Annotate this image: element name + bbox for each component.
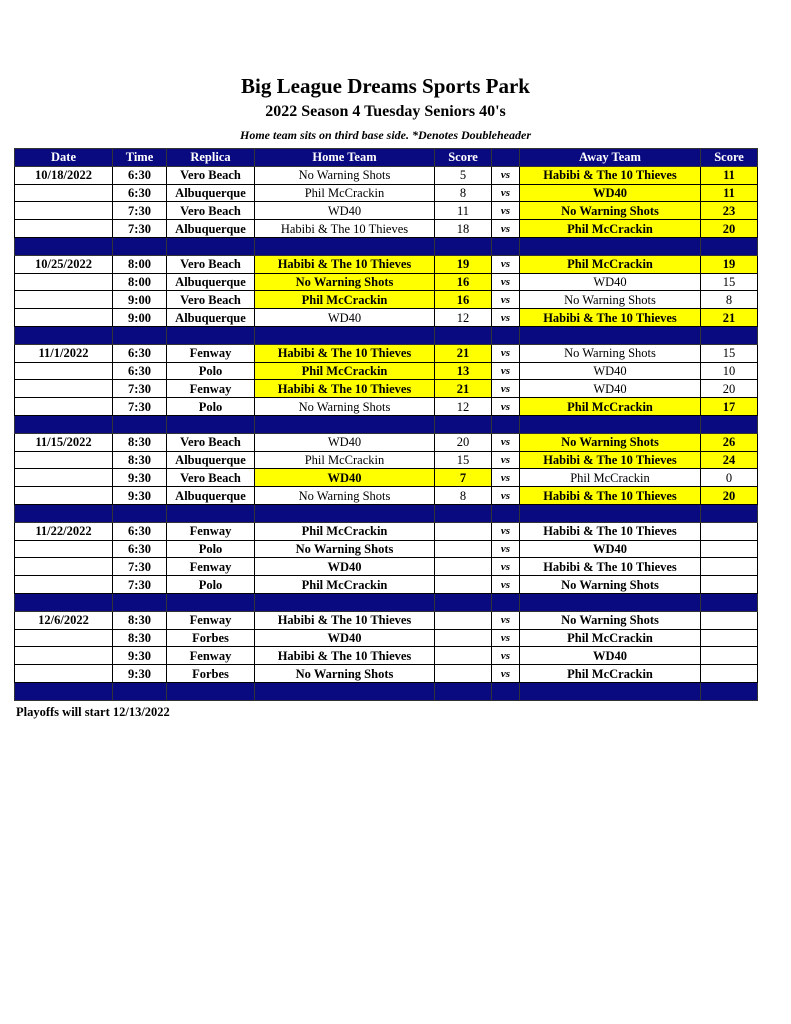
col-replica: Replica — [167, 149, 255, 167]
home-score: 21 — [435, 344, 492, 362]
separator-cell — [255, 326, 435, 344]
game-replica: Fenway — [167, 380, 255, 398]
week-separator — [15, 504, 758, 522]
home-score: 8 — [435, 184, 492, 202]
separator-cell — [435, 326, 492, 344]
game-replica: Polo — [167, 576, 255, 594]
away-team: Habibi & The 10 Thieves — [520, 558, 701, 576]
home-team: No Warning Shots — [255, 398, 435, 416]
col-vs — [492, 149, 520, 167]
game-time: 7:30 — [113, 220, 167, 238]
game-replica: Fenway — [167, 558, 255, 576]
vs-label: vs — [492, 291, 520, 309]
home-score — [435, 558, 492, 576]
separator-cell — [701, 326, 758, 344]
away-team: WD40 — [520, 647, 701, 665]
vs-label: vs — [492, 540, 520, 558]
home-team: No Warning Shots — [255, 487, 435, 505]
away-score — [701, 540, 758, 558]
home-team: Habibi & The 10 Thieves — [255, 255, 435, 273]
week-separator — [15, 237, 758, 255]
separator-cell — [435, 237, 492, 255]
game-time: 8:30 — [113, 611, 167, 629]
home-score — [435, 665, 492, 683]
game-replica: Albuquerque — [167, 487, 255, 505]
separator-cell — [520, 326, 701, 344]
home-team: Phil McCrackin — [255, 184, 435, 202]
game-time: 7:30 — [113, 558, 167, 576]
home-team: WD40 — [255, 433, 435, 451]
away-team: No Warning Shots — [520, 291, 701, 309]
home-team: No Warning Shots — [255, 273, 435, 291]
game-row — [15, 398, 758, 416]
away-score: 26 — [701, 433, 758, 451]
away-score: 11 — [701, 184, 758, 202]
game-date — [15, 629, 113, 647]
away-score: 15 — [701, 273, 758, 291]
col-date: Date — [15, 149, 113, 167]
away-team: WD40 — [520, 273, 701, 291]
away-team: Habibi & The 10 Thieves — [520, 309, 701, 327]
game-row — [15, 522, 758, 540]
game-time: 8:00 — [113, 255, 167, 273]
home-team: Habibi & The 10 Thieves — [255, 344, 435, 362]
away-score: 15 — [701, 344, 758, 362]
separator-cell — [15, 593, 113, 611]
away-team: WD40 — [520, 380, 701, 398]
away-team: Phil McCrackin — [520, 665, 701, 683]
game-date — [15, 309, 113, 327]
home-score: 8 — [435, 487, 492, 505]
game-time: 6:30 — [113, 522, 167, 540]
vs-label: vs — [492, 451, 520, 469]
game-row — [15, 166, 758, 184]
away-team: Phil McCrackin — [520, 255, 701, 273]
game-row — [15, 255, 758, 273]
game-replica: Polo — [167, 540, 255, 558]
away-team: Phil McCrackin — [520, 469, 701, 487]
separator-cell — [167, 415, 255, 433]
home-team: Phil McCrackin — [255, 362, 435, 380]
vs-label: vs — [492, 647, 520, 665]
home-score — [435, 629, 492, 647]
separator-cell — [255, 237, 435, 255]
game-row — [15, 433, 758, 451]
game-row — [15, 558, 758, 576]
separator-cell — [15, 237, 113, 255]
game-row — [15, 273, 758, 291]
game-row — [15, 220, 758, 238]
home-team: Phil McCrackin — [255, 576, 435, 594]
game-time: 6:30 — [113, 344, 167, 362]
game-replica: Forbes — [167, 629, 255, 647]
separator-cell — [167, 504, 255, 522]
separator-cell — [520, 593, 701, 611]
separator-cell — [435, 415, 492, 433]
separator-cell — [520, 504, 701, 522]
away-team: Phil McCrackin — [520, 220, 701, 238]
separator-cell — [113, 415, 167, 433]
away-team: No Warning Shots — [520, 433, 701, 451]
game-date — [15, 647, 113, 665]
game-row — [15, 291, 758, 309]
separator-cell — [701, 593, 758, 611]
game-time: 6:30 — [113, 540, 167, 558]
separator-cell — [167, 593, 255, 611]
separator-cell — [255, 504, 435, 522]
separator-cell — [435, 504, 492, 522]
col-time: Time — [113, 149, 167, 167]
game-row — [15, 487, 758, 505]
away-score: 8 — [701, 291, 758, 309]
vs-label: vs — [492, 202, 520, 220]
home-score: 13 — [435, 362, 492, 380]
away-score — [701, 611, 758, 629]
away-team: No Warning Shots — [520, 611, 701, 629]
game-row — [15, 540, 758, 558]
home-score — [435, 576, 492, 594]
week-separator — [15, 326, 758, 344]
home-score: 7 — [435, 469, 492, 487]
game-date: 12/6/2022 — [15, 611, 113, 629]
game-row — [15, 469, 758, 487]
separator-cell — [15, 326, 113, 344]
home-score — [435, 522, 492, 540]
week-separator — [15, 415, 758, 433]
separator-cell — [520, 237, 701, 255]
game-replica: Polo — [167, 398, 255, 416]
vs-label: vs — [492, 362, 520, 380]
home-score: 5 — [435, 166, 492, 184]
away-team: WD40 — [520, 184, 701, 202]
vs-label: vs — [492, 166, 520, 184]
home-score: 19 — [435, 255, 492, 273]
home-score: 16 — [435, 291, 492, 309]
vs-label: vs — [492, 344, 520, 362]
home-score: 12 — [435, 398, 492, 416]
home-score: 12 — [435, 309, 492, 327]
away-team: Habibi & The 10 Thieves — [520, 451, 701, 469]
game-date — [15, 184, 113, 202]
game-row — [15, 184, 758, 202]
game-replica: Fenway — [167, 344, 255, 362]
away-score: 21 — [701, 309, 758, 327]
game-date — [15, 398, 113, 416]
separator-cell — [520, 415, 701, 433]
game-row — [15, 647, 758, 665]
away-team: Habibi & The 10 Thieves — [520, 166, 701, 184]
game-date — [15, 220, 113, 238]
home-team: No Warning Shots — [255, 166, 435, 184]
game-replica: Albuquerque — [167, 309, 255, 327]
away-score: 23 — [701, 202, 758, 220]
separator-cell — [492, 682, 520, 700]
game-time: 8:00 — [113, 273, 167, 291]
separator-cell — [435, 682, 492, 700]
home-score: 21 — [435, 380, 492, 398]
game-replica: Fenway — [167, 611, 255, 629]
game-time: 7:30 — [113, 380, 167, 398]
game-time: 9:00 — [113, 291, 167, 309]
schedule-table — [14, 148, 758, 701]
game-date — [15, 469, 113, 487]
game-replica: Albuquerque — [167, 451, 255, 469]
page-title: Big League Dreams Sports Park — [241, 74, 530, 98]
game-date — [15, 273, 113, 291]
home-team: Phil McCrackin — [255, 291, 435, 309]
separator-cell — [167, 237, 255, 255]
game-date: 10/25/2022 — [15, 255, 113, 273]
home-team: Phil McCrackin — [255, 522, 435, 540]
separator-cell — [15, 415, 113, 433]
separator-cell — [113, 593, 167, 611]
game-replica: Vero Beach — [167, 166, 255, 184]
col-away-team: Away Team — [520, 149, 701, 167]
game-replica: Vero Beach — [167, 469, 255, 487]
vs-label: vs — [492, 611, 520, 629]
home-team: WD40 — [255, 558, 435, 576]
game-row — [15, 309, 758, 327]
away-team: Phil McCrackin — [520, 398, 701, 416]
game-time: 6:30 — [113, 166, 167, 184]
separator-cell — [492, 326, 520, 344]
separator-cell — [255, 415, 435, 433]
separator-cell — [492, 237, 520, 255]
home-score: 16 — [435, 273, 492, 291]
away-score: 17 — [701, 398, 758, 416]
game-date — [15, 665, 113, 683]
home-team: Habibi & The 10 Thieves — [255, 647, 435, 665]
game-replica: Vero Beach — [167, 202, 255, 220]
game-replica: Forbes — [167, 665, 255, 683]
separator-cell — [15, 682, 113, 700]
col-away-score: Score — [701, 149, 758, 167]
game-replica: Fenway — [167, 647, 255, 665]
vs-label: vs — [492, 255, 520, 273]
away-team: No Warning Shots — [520, 344, 701, 362]
home-team: WD40 — [255, 629, 435, 647]
game-replica: Vero Beach — [167, 255, 255, 273]
game-date — [15, 291, 113, 309]
game-replica: Polo — [167, 362, 255, 380]
home-team: No Warning Shots — [255, 540, 435, 558]
home-score: 18 — [435, 220, 492, 238]
vs-label: vs — [492, 273, 520, 291]
home-score: 11 — [435, 202, 492, 220]
separator-cell — [520, 682, 701, 700]
game-replica: Vero Beach — [167, 433, 255, 451]
game-date — [15, 540, 113, 558]
separator-cell — [15, 504, 113, 522]
home-score: 15 — [435, 451, 492, 469]
vs-label: vs — [492, 469, 520, 487]
game-row — [15, 576, 758, 594]
game-replica: Vero Beach — [167, 291, 255, 309]
game-date — [15, 451, 113, 469]
separator-cell — [701, 415, 758, 433]
separator-cell — [255, 682, 435, 700]
game-row — [15, 611, 758, 629]
home-team: Habibi & The 10 Thieves — [255, 220, 435, 238]
game-time: 9:30 — [113, 665, 167, 683]
game-time: 6:30 — [113, 184, 167, 202]
separator-cell — [492, 593, 520, 611]
away-score — [701, 576, 758, 594]
vs-label: vs — [492, 220, 520, 238]
separator-cell — [701, 504, 758, 522]
away-score — [701, 522, 758, 540]
game-date: 11/15/2022 — [15, 433, 113, 451]
game-row — [15, 629, 758, 647]
home-team: WD40 — [255, 469, 435, 487]
away-score — [701, 647, 758, 665]
game-time: 8:30 — [113, 433, 167, 451]
away-team: WD40 — [520, 362, 701, 380]
game-replica: Albuquerque — [167, 184, 255, 202]
away-team: Habibi & The 10 Thieves — [520, 487, 701, 505]
game-date — [15, 202, 113, 220]
separator-cell — [167, 682, 255, 700]
separator-cell — [167, 326, 255, 344]
away-score: 10 — [701, 362, 758, 380]
game-row — [15, 202, 758, 220]
away-score: 20 — [701, 220, 758, 238]
separator-cell — [113, 682, 167, 700]
game-date: 11/22/2022 — [15, 522, 113, 540]
away-score: 19 — [701, 255, 758, 273]
game-date — [15, 558, 113, 576]
home-team: Phil McCrackin — [255, 451, 435, 469]
away-score: 20 — [701, 487, 758, 505]
game-replica: Fenway — [167, 522, 255, 540]
vs-label: vs — [492, 309, 520, 327]
week-separator — [15, 593, 758, 611]
game-time: 7:30 — [113, 576, 167, 594]
away-score — [701, 629, 758, 647]
header-row — [15, 149, 758, 167]
game-row — [15, 451, 758, 469]
game-date: 11/1/2022 — [15, 344, 113, 362]
separator-cell — [435, 593, 492, 611]
game-date — [15, 362, 113, 380]
game-time: 9:30 — [113, 487, 167, 505]
home-score — [435, 540, 492, 558]
schedule-note: Home team sits on third base side. *Denotes Doubleheader — [240, 128, 531, 142]
home-team: WD40 — [255, 202, 435, 220]
separator-cell — [255, 593, 435, 611]
game-row — [15, 380, 758, 398]
away-score: 24 — [701, 451, 758, 469]
game-row — [15, 665, 758, 683]
separator-cell — [701, 682, 758, 700]
home-score — [435, 611, 492, 629]
game-date — [15, 576, 113, 594]
game-row — [15, 362, 758, 380]
game-time: 7:30 — [113, 202, 167, 220]
page-subtitle: 2022 Season 4 Tuesday Seniors 40's — [265, 103, 506, 120]
away-team: No Warning Shots — [520, 576, 701, 594]
week-separator — [15, 682, 758, 700]
game-time: 6:30 — [113, 362, 167, 380]
away-score: 11 — [701, 166, 758, 184]
vs-label: vs — [492, 576, 520, 594]
col-home-score: Score — [435, 149, 492, 167]
home-team: No Warning Shots — [255, 665, 435, 683]
home-team: WD40 — [255, 309, 435, 327]
away-team: WD40 — [520, 540, 701, 558]
separator-cell — [492, 415, 520, 433]
separator-cell — [492, 504, 520, 522]
away-team: Habibi & The 10 Thieves — [520, 522, 701, 540]
home-team: Habibi & The 10 Thieves — [255, 380, 435, 398]
vs-label: vs — [492, 558, 520, 576]
playoffs-note: Playoffs will start 12/13/2022 — [16, 705, 170, 719]
vs-label: vs — [492, 184, 520, 202]
away-score: 20 — [701, 380, 758, 398]
home-score: 20 — [435, 433, 492, 451]
game-time: 9:30 — [113, 647, 167, 665]
home-team: Habibi & The 10 Thieves — [255, 611, 435, 629]
vs-label: vs — [492, 522, 520, 540]
game-date — [15, 487, 113, 505]
away-score — [701, 558, 758, 576]
separator-cell — [113, 237, 167, 255]
game-date: 10/18/2022 — [15, 166, 113, 184]
game-replica: Albuquerque — [167, 220, 255, 238]
game-row — [15, 344, 758, 362]
game-replica: Albuquerque — [167, 273, 255, 291]
separator-cell — [113, 504, 167, 522]
vs-label: vs — [492, 487, 520, 505]
game-date — [15, 380, 113, 398]
vs-label: vs — [492, 398, 520, 416]
game-time: 9:00 — [113, 309, 167, 327]
game-time: 7:30 — [113, 398, 167, 416]
vs-label: vs — [492, 629, 520, 647]
away-score: 0 — [701, 469, 758, 487]
separator-cell — [701, 237, 758, 255]
vs-label: vs — [492, 433, 520, 451]
vs-label: vs — [492, 380, 520, 398]
game-time: 9:30 — [113, 469, 167, 487]
vs-label: vs — [492, 665, 520, 683]
game-time: 8:30 — [113, 451, 167, 469]
separator-cell — [113, 326, 167, 344]
away-team: No Warning Shots — [520, 202, 701, 220]
home-score — [435, 647, 492, 665]
away-score — [701, 665, 758, 683]
away-team: Phil McCrackin — [520, 629, 701, 647]
col-home-team: Home Team — [255, 149, 435, 167]
game-time: 8:30 — [113, 629, 167, 647]
